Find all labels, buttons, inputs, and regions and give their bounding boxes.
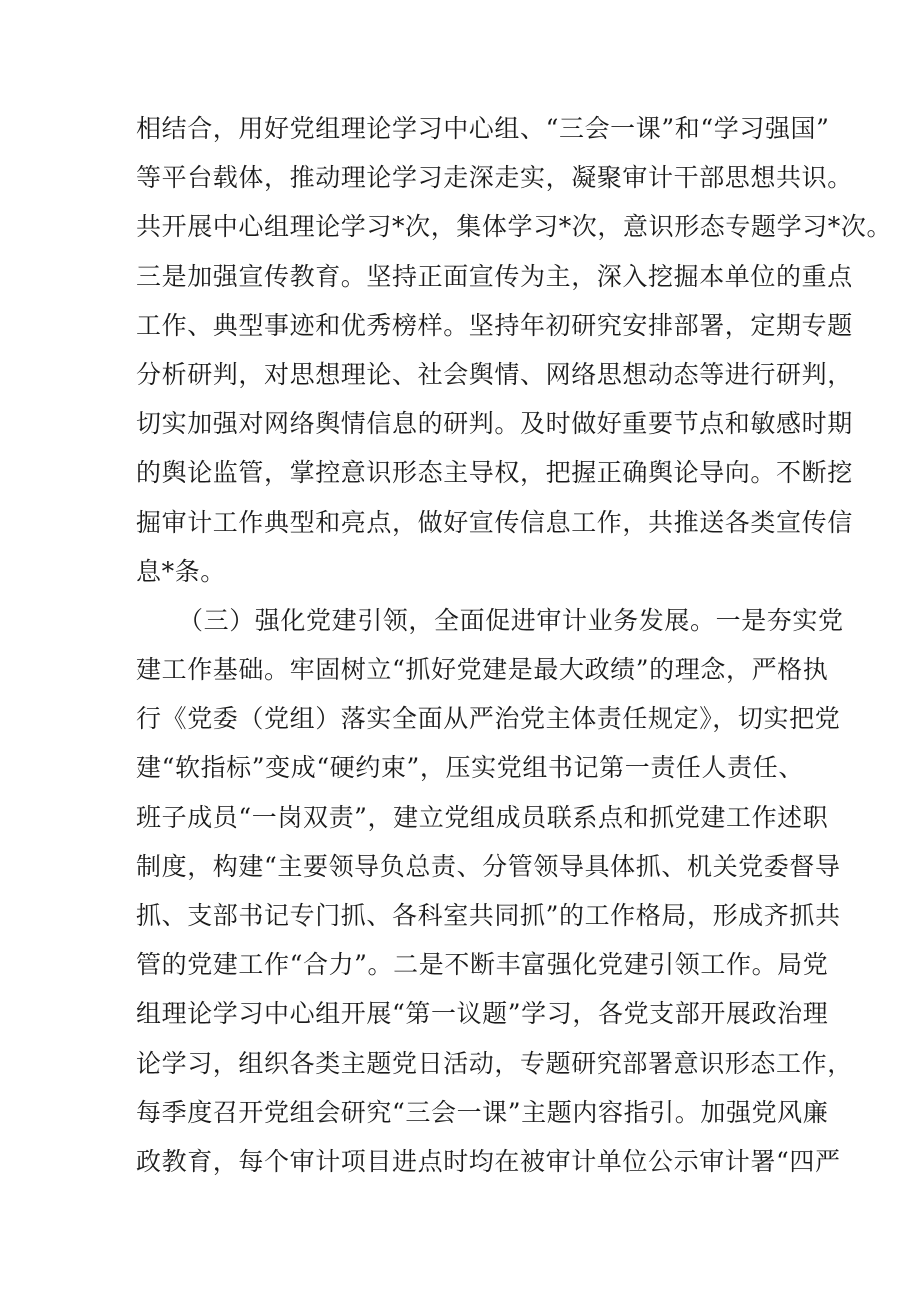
- text-line: 班子成员“一岗双责”，建立党组成员联系点和抓党建工作述职: [136, 802, 829, 832]
- text-line: 息*条。: [136, 556, 226, 586]
- text-line: 管的党建工作“合力”。二是不断丰富强化党建引领工作。局党: [136, 950, 829, 980]
- text-line: 论学习，组织各类主题党日活动，专题研究部署意识形态工作，: [136, 1048, 853, 1078]
- text-line: 切实加强对网络舆情信息的研判。及时做好重要节点和敏感时期: [136, 409, 853, 439]
- text-line: 掘审计工作典型和亮点，做好宣传信息工作，共推送各类宣传信: [136, 507, 853, 537]
- text-line: 每季度召开党组会研究“三会一课”主题内容指引。加强党风廉: [136, 1097, 829, 1127]
- text-line: 建“软指标”变成“硬约束”，压实党组书记第一责任人责任、: [136, 753, 804, 783]
- text-line: 等平台载体，推动理论学习走深走实，凝聚审计干部思想共识。: [136, 163, 853, 193]
- text-line: 工作、典型事迹和优秀榜样。坚持年初研究安排部署，定期专题: [136, 310, 853, 340]
- text-line: 三是加强宣传教育。坚持正面宣传为主，深入挖掘本单位的重点: [136, 261, 853, 291]
- text-line: 抓、支部书记专门抓、各科室共同抓”的工作格局，形成齐抓共: [136, 901, 841, 930]
- text-line: 行《党委（党组）落实全面从严治党主体责任规定》，切实把党: [136, 704, 841, 734]
- text-line: 共开展中心组理论学习*次，集体学习*次，意识形态专题学习*次。: [136, 212, 893, 242]
- section-heading-line: （三）强化党建引领，全面促进审计业务发展。一是夯实党: [178, 605, 844, 635]
- body-text: [136, 104, 893, 1186]
- text-line: 政教育，每个审计项目进点时均在被审计单位公示审计署“四严: [136, 1146, 841, 1176]
- text-line: 分析研判，对思想理论、社会舆情、网络思想动态等进行研判，: [136, 359, 853, 389]
- text-line: 建工作基础。牢固树立“抓好党建是最大政绩”的理念，严格执: [136, 655, 829, 685]
- text-line: 制度，构建“主要领导负总责、分管领导具体抓、机关党委督导: [136, 851, 841, 881]
- text-line: 组理论学习中心组开展“第一议题”学习，各党支部开展政治理: [136, 999, 829, 1029]
- text-line: 的舆论监管，掌控意识形态主导权，把握正确舆论导向。不断挖: [136, 458, 853, 488]
- text-line: 相结合，用好党组理论学习中心组、“三会一课”和“学习强国”: [136, 114, 830, 143]
